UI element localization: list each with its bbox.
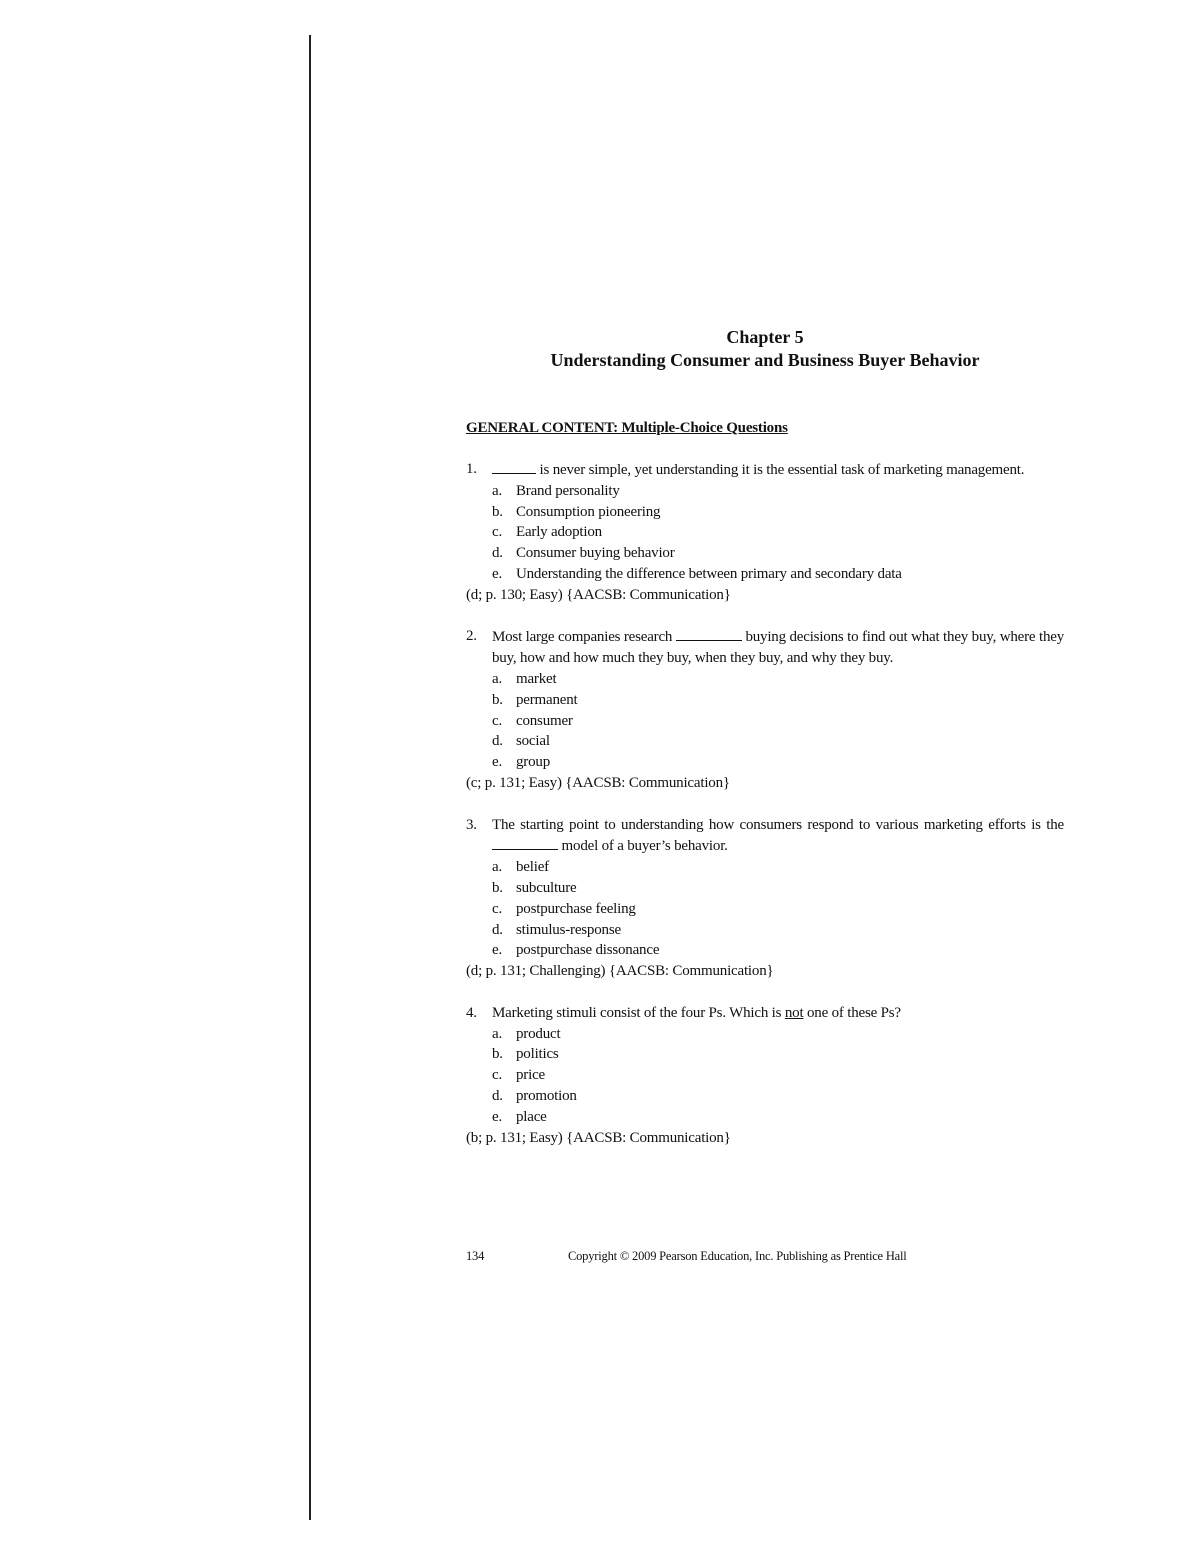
option-list [466,481,1064,585]
answer-blank [676,626,742,641]
question-text: Marketing stimuli consist of the four Ps. Which is not one of these Ps? [492,1004,901,1021]
option-list [466,1024,1064,1128]
option-a: a. Brand personality [492,482,620,499]
option-list [466,857,1064,961]
option-a: a. market [492,670,557,687]
footer-copyright: Copyright © 2009 Pearson Education, Inc. Publishing as Prentice Hall [568,1249,907,1263]
option-c: c. price [492,1067,545,1084]
option-list [466,669,1064,773]
question-2 [466,626,1064,793]
answer-blank [492,459,536,474]
question-1 [466,459,1064,606]
option-b: b. politics [492,1046,559,1063]
option-d: d. social [492,733,550,750]
answer-key: (b; p. 131; Easy) {AACSB: Communication} [466,1129,731,1146]
option-c: c. Early adoption [492,524,602,541]
emphasis-not: not [784,1004,804,1021]
question-list [466,459,1064,1169]
question-number: 2. [466,628,477,645]
option-e: e. group [492,754,550,771]
question-stem [466,459,1064,481]
option-b: b. permanent [492,691,578,708]
question-4 [466,1003,1064,1149]
answer-key: (c; p. 131; Easy) {AACSB: Communication} [466,774,730,791]
option-d: d. stimulus-response [492,921,621,938]
chapter-title: Understanding Consumer and Business Buyer Behavior [550,350,980,370]
question-stem [466,815,1064,858]
option-e: e. postpurchase dissonance [492,942,660,959]
question-text: is never simple, yet understanding it is the essential task of marketing management. [492,459,1064,481]
option-c: c. postpurchase feeling [492,900,636,917]
question-stem [466,1003,1064,1024]
question-number: 4. [466,1004,477,1021]
question-text: The starting point to understanding how consumers respond to various marketing efforts is the model of a buyer’s behavior. [492,816,1064,855]
option-d: d. promotion [492,1087,577,1104]
answer-key: (d; p. 130; Easy) {AACSB: Communication} [466,586,731,603]
option-b: b. Consumption pioneering [492,503,661,520]
question-number: 3. [466,816,477,833]
question-3 [466,815,1064,982]
chapter-number: Chapter 5 [726,327,804,347]
option-a: a. belief [492,859,549,876]
option-e: e. Understanding the difference between primary and secondary data [492,565,902,582]
question-text: Most large companies research buying decisions to find out what they buy, where they buy, how and how much they buy, when they buy, and why they buy. [492,626,1064,669]
option-e: e. place [492,1108,547,1125]
question-number: 1. [466,461,477,477]
question-stem [466,626,1064,669]
option-b: b. subculture [492,879,577,896]
answer-key: (d; p. 131; Challenging) {AACSB: Communication} [466,963,774,980]
answer-blank [492,835,558,850]
footer-page-number: 134 [466,1249,485,1263]
option-c: c. consumer [492,712,573,729]
section-heading: GENERAL CONTENT: Multiple-Choice Questions [466,420,788,436]
option-a: a. product [492,1025,561,1042]
option-d: d. Consumer buying behavior [492,545,675,562]
page-binding-rule [309,35,311,1520]
chapter-header [466,326,1064,372]
